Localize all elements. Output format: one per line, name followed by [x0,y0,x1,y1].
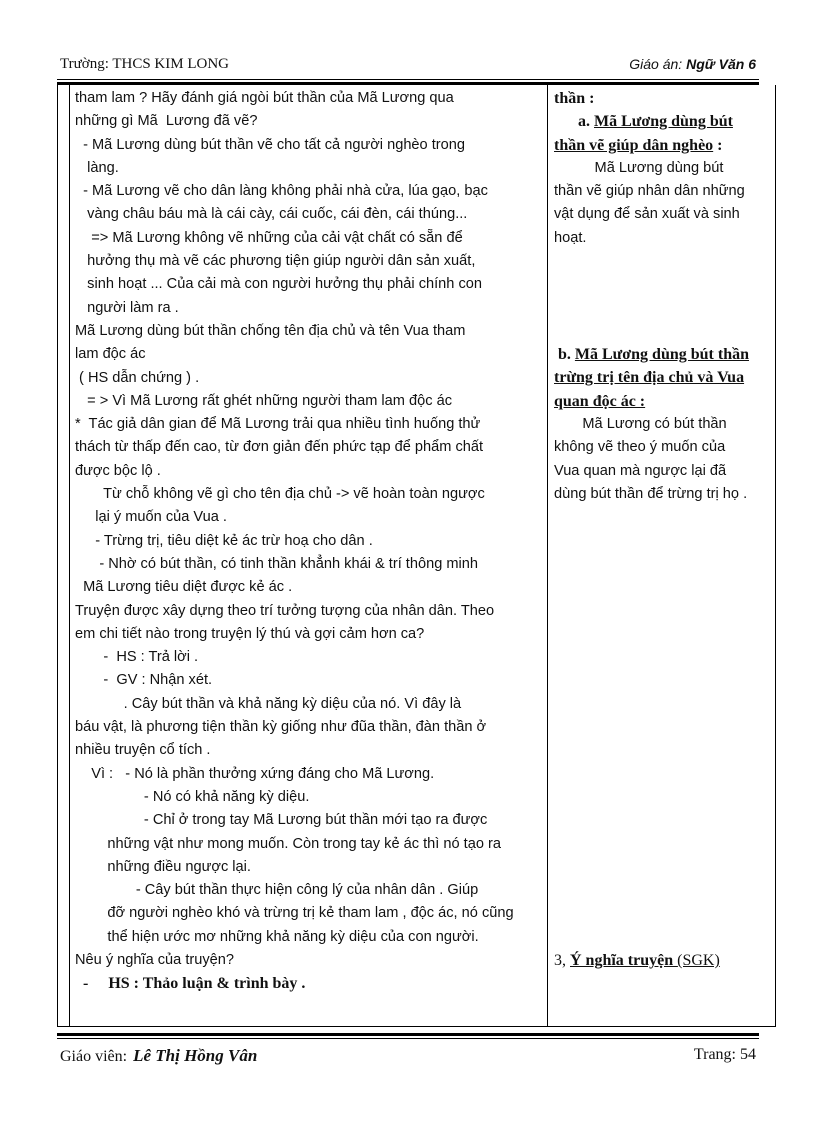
activity-line: Truyện được xây dựng theo trí tưởng tượng của nhân dân. Theo [75,602,495,619]
activity-line: . Cây bút thần và khả năng kỳ diệu của nó. Vì đây là [75,695,462,712]
activities-column [75,87,547,996]
table-border-left [57,85,58,1027]
section-b-heading-line2 [554,366,770,389]
section-b-title-line3: quan độc ác : [554,392,646,410]
activity-line: Mã Lương tiêu diệt được kẻ ác . [75,579,293,596]
section-a-marker: a. [554,113,594,131]
school-name: Trường: THCS KIM LONG [60,56,230,72]
footer-divider [57,1038,759,1039]
teacher-signature: Lê Thị Hồng Vân [133,1046,258,1065]
activity-line: Từ chỗ không vẽ gì cho tên địa chủ -> vẽ hoàn toàn ngược [75,486,485,503]
activity-line: - Trừng trị, tiêu diệt kẻ ác trừ hoạ cho dân . [75,532,373,549]
section-3-source: (SGK) [677,952,720,970]
spacer [554,506,770,949]
lesson-table [57,85,775,1027]
activity-line: những điều ngược lại. [75,858,251,875]
activity-line: những gì Mã Lương đã vẽ? [75,113,258,130]
section-b-marker: b. [554,346,575,364]
section-a-body-3: vật dụng để sản xuất và sinh [554,206,740,223]
content-column [554,87,770,972]
activity-line: - Chỉ ở trong tay Mã Lương bút thần mới tạo ra được [75,812,488,829]
page-header [60,52,756,76]
activity-line: thách từ thấp đến cao, từ đơn giản đến phức tạp để phẩm chất [75,439,484,456]
header-divider [57,79,759,80]
table-border-right [775,85,776,1027]
section-a-body-4: hoạt. [554,229,587,246]
section-b-title-line2: trừng trị tên địa chủ và Vua [554,369,745,387]
spacer [554,250,770,343]
teacher-info [60,1046,257,1066]
activity-line: Vì : - Nó là phần thưởng xứng đáng cho Mã Lương. [75,765,435,782]
section-a-colon: : [713,136,723,154]
page-number: Trang: 54 [693,1046,756,1063]
activity-line: Mã Lương dùng bút thần chống tên địa chủ và tên Vua tham [75,322,466,339]
activity-line: ( HS dẫn chứng ) . [75,369,200,386]
table-border-bottom [57,1026,775,1027]
activity-line: = > Vì Mã Lương rất ghét những người tham lam độc ác [75,392,453,409]
activity-line: tham lam ? Hãy đánh giá ngòi bút thần của Mã Lương qua [75,90,454,106]
activity-line: sinh hoạt ... Của cải mà con người hưởng thụ phải chính con [75,276,483,293]
table-border-inner-left [69,85,70,1027]
lesson-plan-label: Giáo án: [629,56,687,72]
section-a-heading-line2 [554,134,770,157]
section-3-marker: 3, [554,952,570,970]
activity-line: hưởng thụ mà vẽ các phương tiện giúp người dân sản xuất, [75,253,476,270]
footer-divider-thick [57,1033,759,1036]
activity-line: báu vật, là phương tiện thần kỳ giống như đũa thần, đàn thần ở [75,719,487,736]
activity-line: người làm ra . [75,299,179,316]
section-a-heading [554,110,770,133]
activity-line: những vật như mong muốn. Còn trong tay kẻ ác thì nó tạo ra [75,835,501,852]
section-b-heading [554,343,770,366]
activity-line: em chi tiết nào trong truyện lý thú và gợi cảm hơn ca? [75,625,425,642]
section-b-title-line1: Mã Lương dùng bút thần [574,346,749,364]
activity-line: vàng châu báu mà là cái cày, cái cuốc, cái đèn, cái thúng... [75,206,468,223]
section-b-body-2: không vẽ theo ý muốn của [554,439,726,456]
activity-line: Nêu ý nghĩa của truyện? [75,951,235,968]
activity-line: - Mã Lương dùng bút thần vẽ cho tất cả người nghèo trong [75,136,465,153]
activity-line: đỡ người nghèo khó và trừng trị kẻ tham lam , độc ác, nó cũng [75,905,514,922]
activity-line: làng. [75,159,119,176]
activity-line: lại ý muốn của Vua . [75,509,227,526]
section-3-heading [554,949,770,972]
activity-line: - Cây bút thần thực hiện công lý của nhân dân . Giúp [75,882,479,899]
section-a-body-1: Mã Lương dùng bút [554,159,724,176]
section-3-title: Ý nghĩa truyện [570,952,678,970]
activity-line: - Nhờ có bút thần, có tinh thần khẳnh khái & trí thông minh [75,555,479,572]
activity-line: - Nó có khả năng kỳ diệu. [75,788,310,805]
activity-line: được bộc lộ . [75,462,161,479]
section-b-body-3: Vua quan mà ngược lại đã [554,462,727,479]
lesson-plan-subject: Ngữ Văn 6 [686,56,756,72]
section-a-title-line2: thần vẽ giúp dân nghèo [554,136,714,154]
activity-line: - HS : Trả lời . [75,649,199,666]
activity-line: - HS : Thảo luận & trình bày . [75,975,306,993]
activity-line: * Tác giả dân gian để Mã Lương trải qua nhiều tình huống thử [75,416,481,433]
activity-line: thể hiện ước mơ những khả năng kỳ diệu của con người. [75,928,479,945]
section-b-body-1: Mã Lương có bút thần [554,415,727,432]
section-a-title-line1: Mã Lương dùng bút [594,113,733,131]
lesson-plan-title [629,56,756,72]
section-a-body-2: thần vẽ giúp nhân dân những [554,183,745,200]
section-b-heading-line3 [554,390,770,413]
activity-line: - GV : Nhận xét. [75,672,213,689]
table-column-divider [547,85,548,1027]
activity-line: => Mã Lương không vẽ những của cải vật chất có sẵn để [75,229,463,246]
teacher-label: Giáo viên: [60,1048,128,1065]
activity-line: lam độc ác [75,346,146,363]
section-heading-top: thần : [554,90,595,107]
activity-line: nhiều truyện cổ tích . [75,742,211,759]
section-b-body-4: dùng bút thần để trừng trị họ . [554,485,748,502]
activity-line: - Mã Lương vẽ cho dân làng không phải nhà cửa, lúa gạo, bạc [75,183,488,200]
